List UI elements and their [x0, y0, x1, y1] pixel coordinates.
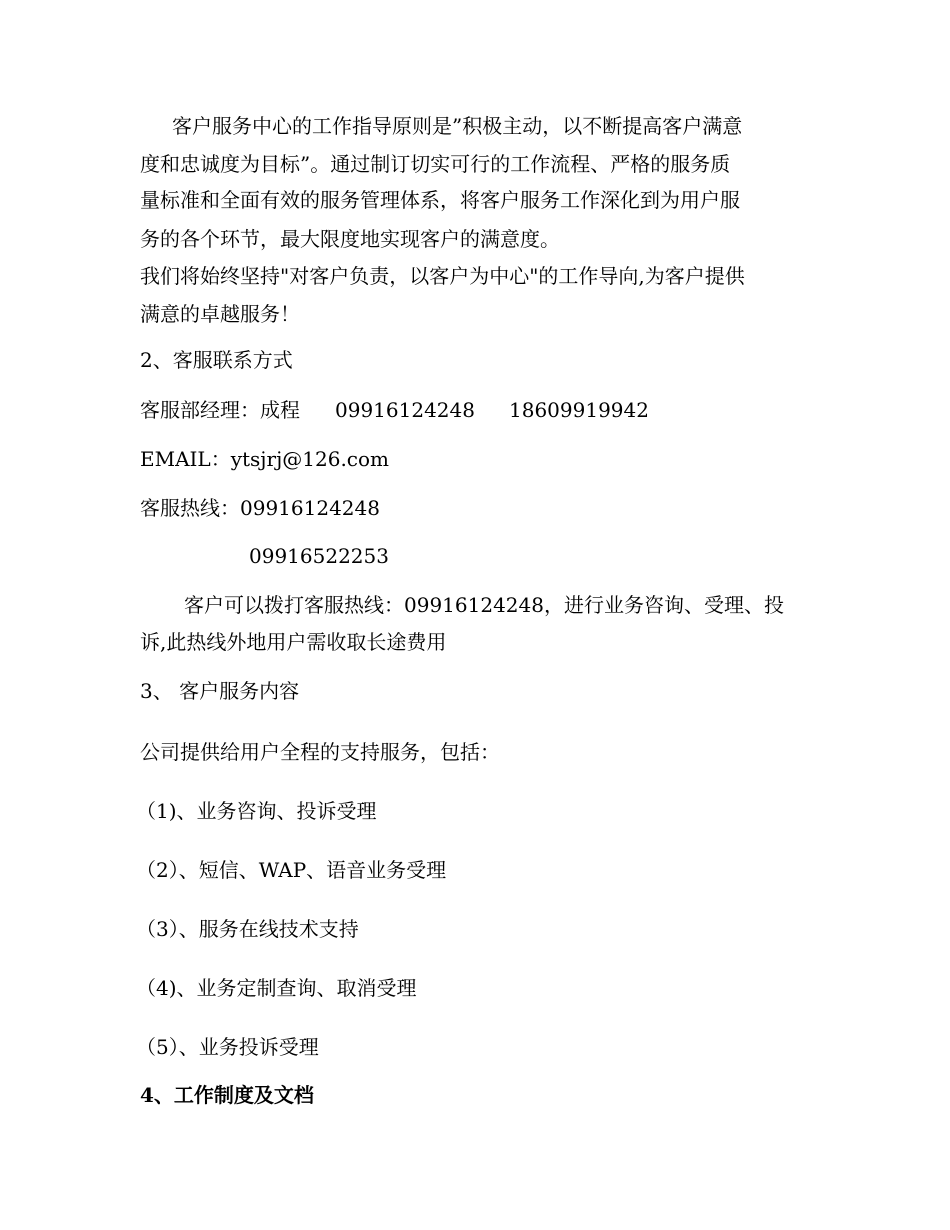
intro-line-5: 我们将始终坚持"对客户负责，以客户为中心"的工作导向,为客户提供 — [140, 264, 745, 288]
service-item-3: （3）、服务在线技术支持 — [136, 917, 359, 941]
intro-line-1: 客户服务中心的工作指导原则是”积极主动，以不断提高客户满意 — [172, 114, 743, 138]
service-item-5: （5）、业务投诉受理 — [136, 1035, 319, 1059]
service-item-1: （1)、业务咨询、投诉受理 — [136, 799, 377, 823]
section-4-heading: 4、工作制度及文档 — [140, 1083, 314, 1107]
intro-line-4: 务的各个环节，最大限度地实现客户的满意度。 — [140, 227, 560, 251]
services-heading: 3、 客户服务内容 — [140, 679, 300, 703]
contact-heading: 2、客服联系方式 — [140, 348, 293, 372]
hotline-note-1: 客户可以拨打客服热线：09916124248，进行业务咨询、受理、投 — [184, 593, 784, 617]
service-item-2: （2）、短信、WAP、语音业务受理 — [136, 858, 447, 882]
intro-line-6: 满意的卓越服务！ — [140, 302, 300, 326]
intro-line-2: 度和忠诚度为目标”。通过制订切实可行的工作流程、严格的服务质 — [140, 152, 731, 176]
service-item-4: （4)、业务定制查询、取消受理 — [136, 976, 417, 1000]
manager-phone-2: 18609919942 — [509, 398, 649, 422]
hotline-note-2: 诉,此热线外地用户需收取长途费用 — [140, 630, 447, 654]
manager-phone-1: 09916124248 — [335, 398, 475, 422]
intro-line-3: 量标准和全面有效的服务管理体系，将客户服务工作深化到为用户服 — [140, 188, 740, 212]
hotline-line: 客服热线：09916124248 — [140, 496, 380, 520]
email-line: EMAIL：ytsjrj@126.com — [140, 447, 390, 471]
hotline-2: 09916522253 — [249, 544, 389, 568]
services-intro: 公司提供给用户全程的支持服务，包括： — [140, 740, 500, 764]
manager-label: 客服部经理：成程 — [140, 398, 300, 422]
